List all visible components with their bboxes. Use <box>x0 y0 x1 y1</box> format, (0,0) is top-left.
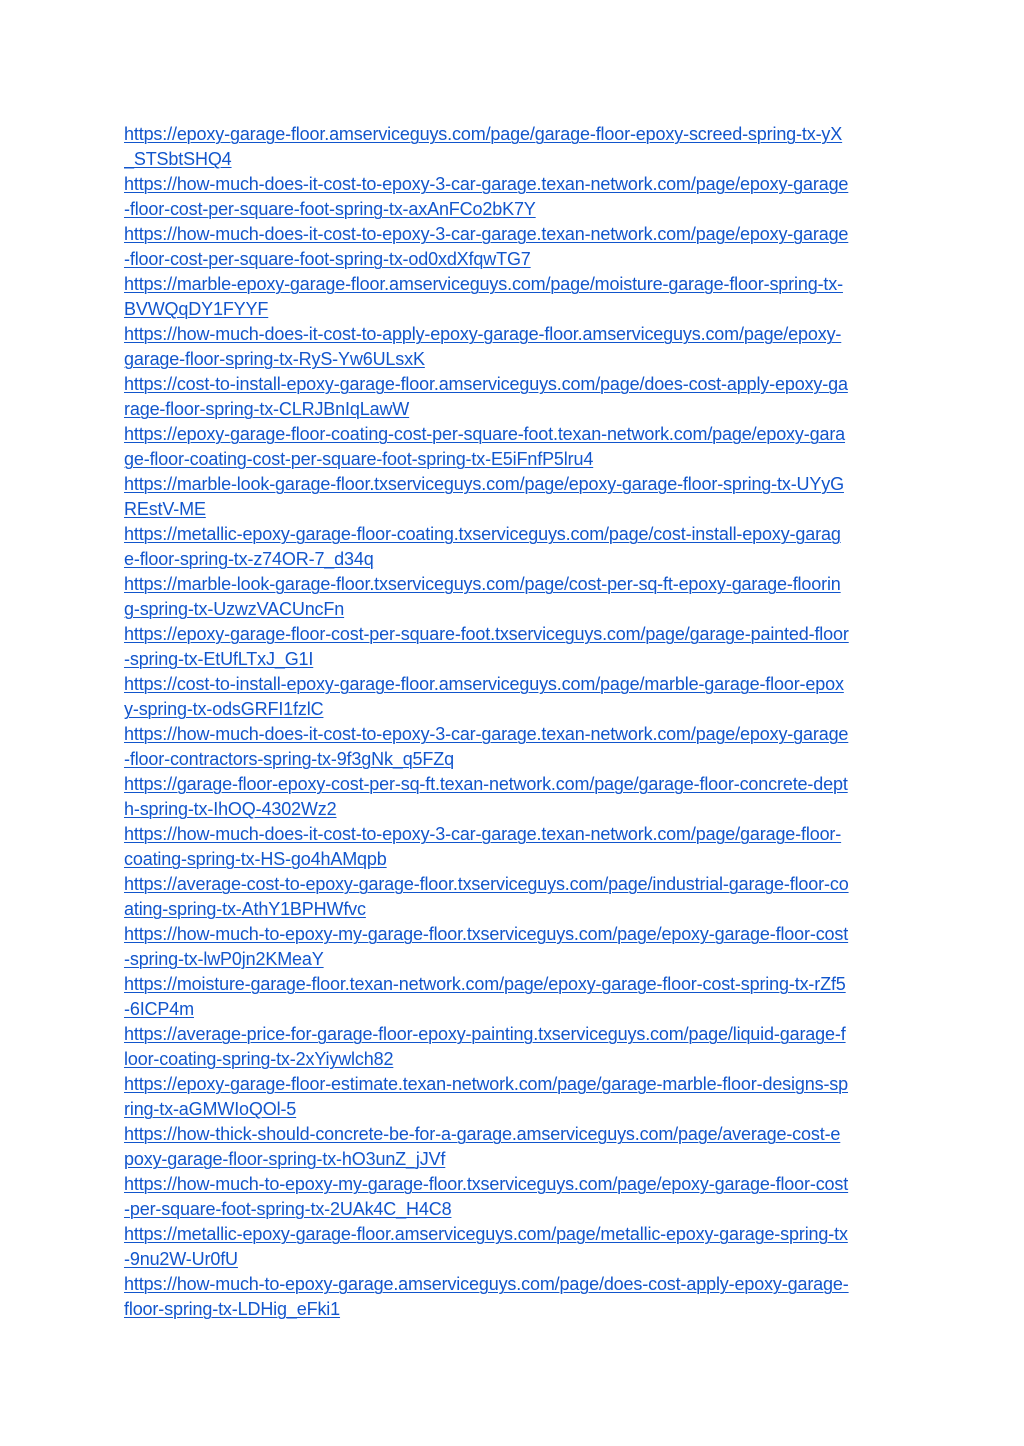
link-text-line-2[interactable]: y-spring-tx-odsGRFI1fzlC <box>124 699 324 719</box>
link-text-line-1[interactable]: https://epoxy-garage-floor-coating-cost-per-square-foot.texan-network.com/page/epoxy-gara <box>124 424 846 444</box>
link-text-line-2[interactable]: -floor-cost-per-square-foot-spring-tx-axAnFCo2bK7Y <box>124 199 536 219</box>
link-item[interactable] <box>124 372 900 422</box>
link-text-line-1[interactable]: https://how-much-does-it-cost-to-apply-epoxy-garage-floor.amserviceguys.com/page/epoxy- <box>124 324 842 344</box>
link-item[interactable] <box>124 1172 900 1222</box>
link-text-line-2[interactable]: h-spring-tx-IhOQ-4302Wz2 <box>124 799 337 819</box>
link-item[interactable] <box>124 772 900 822</box>
link-text-line-1[interactable]: https://marble-epoxy-garage-floor.amserviceguys.com/page/moisture-garage-floor-spring-tx- <box>124 274 843 294</box>
link-text-line-2[interactable]: g-spring-tx-UzwzVACUncFn <box>124 599 345 619</box>
link-item[interactable] <box>124 922 900 972</box>
link-text-line-1[interactable]: https://epoxy-garage-floor-estimate.texan-network.com/page/garage-marble-floor-designs-sp <box>124 1074 849 1094</box>
link-text-line-1[interactable]: https://how-much-to-epoxy-garage.amserviceguys.com/page/does-cost-apply-epoxy-garage- <box>124 1274 849 1294</box>
link-item[interactable] <box>124 172 900 222</box>
link-text-line-2[interactable]: -floor-cost-per-square-foot-spring-tx-od0xdXfqwTG7 <box>124 249 531 269</box>
link-text-line-1[interactable]: https://marble-look-garage-floor.txserviceguys.com/page/epoxy-garage-floor-spring-tx-UYyG <box>124 474 844 494</box>
link-text-line-2[interactable]: e-floor-spring-tx-z74OR-7_d34q <box>124 549 374 569</box>
link-text-line-1[interactable]: https://average-cost-to-epoxy-garage-floor.txserviceguys.com/page/industrial-garage-floor-co <box>124 874 849 894</box>
link-item[interactable] <box>124 422 900 472</box>
link-text-line-2[interactable]: BVWQqDY1FYYF <box>124 299 269 319</box>
link-text-line-2[interactable]: coating-spring-tx-HS-go4hAMqpb <box>124 849 387 869</box>
link-text-line-1[interactable]: https://how-much-does-it-cost-to-epoxy-3-car-garage.texan-network.com/page/epoxy-garage <box>124 724 849 744</box>
link-item[interactable] <box>124 472 900 522</box>
link-text-line-2[interactable]: poxy-garage-floor-spring-tx-hO3unZ_jJVf <box>124 1149 446 1169</box>
link-text-line-1[interactable]: https://how-much-does-it-cost-to-epoxy-3-car-garage.texan-network.com/page/garage-floor- <box>124 824 842 844</box>
link-item[interactable] <box>124 872 900 922</box>
link-text-line-1[interactable]: https://cost-to-install-epoxy-garage-floor.amserviceguys.com/page/does-cost-apply-epoxy-ga <box>124 374 848 394</box>
link-text-line-1[interactable]: https://epoxy-garage-floor.amserviceguys.com/page/garage-floor-epoxy-screed-spring-tx-yX <box>124 124 843 144</box>
link-text-line-1[interactable]: https://marble-look-garage-floor.txserviceguys.com/page/cost-per-sq-ft-epoxy-garage-floorin <box>124 574 841 594</box>
link-text-line-1[interactable]: https://metallic-epoxy-garage-floor.amserviceguys.com/page/metallic-epoxy-garage-spring-tx <box>124 1224 848 1244</box>
link-item[interactable] <box>124 1272 900 1322</box>
link-text-line-2[interactable]: -floor-contractors-spring-tx-9f3gNk_q5FZq <box>124 749 454 769</box>
link-text-line-1[interactable]: https://moisture-garage-floor.texan-network.com/page/epoxy-garage-floor-cost-spring-tx-rZf5 <box>124 974 846 994</box>
link-text-line-2[interactable]: -per-square-foot-spring-tx-2UAk4C_H4C8 <box>124 1199 452 1219</box>
link-text-line-2[interactable]: rage-floor-spring-tx-CLRJBnIqLawW <box>124 399 410 419</box>
link-text-line-2[interactable]: loor-coating-spring-tx-2xYiywlch82 <box>124 1049 394 1069</box>
link-item[interactable] <box>124 122 900 172</box>
link-text-line-2[interactable]: -spring-tx-EtUfLTxJ_G1I <box>124 649 314 669</box>
link-item[interactable] <box>124 272 900 322</box>
link-text-line-2[interactable]: -6ICP4m <box>124 999 194 1019</box>
link-text-line-2[interactable]: _STSbtSHQ4 <box>124 149 232 169</box>
link-item[interactable] <box>124 1022 900 1072</box>
link-item[interactable] <box>124 672 900 722</box>
link-item[interactable] <box>124 722 900 772</box>
link-item[interactable] <box>124 622 900 672</box>
link-text-line-2[interactable]: ating-spring-tx-AthY1BPHWfvc <box>124 899 366 919</box>
link-text-line-2[interactable]: floor-spring-tx-LDHig_eFki1 <box>124 1299 341 1319</box>
link-item[interactable] <box>124 1072 900 1122</box>
link-text-line-1[interactable]: https://how-much-to-epoxy-my-garage-floor.txserviceguys.com/page/epoxy-garage-floor-cost <box>124 1174 849 1194</box>
link-item[interactable] <box>124 1122 900 1172</box>
link-item[interactable] <box>124 972 900 1022</box>
link-item[interactable] <box>124 1222 900 1272</box>
link-text-line-1[interactable]: https://how-thick-should-concrete-be-for-a-garage.amserviceguys.com/page/average-cost-e <box>124 1124 841 1144</box>
link-text-line-1[interactable]: https://cost-to-install-epoxy-garage-floor.amserviceguys.com/page/marble-garage-floor-epox <box>124 674 844 694</box>
link-item[interactable] <box>124 222 900 272</box>
link-text-line-2[interactable]: -9nu2W-Ur0fU <box>124 1249 238 1269</box>
link-item[interactable] <box>124 822 900 872</box>
link-text-line-2[interactable]: garage-floor-spring-tx-RyS-Yw6ULsxK <box>124 349 425 369</box>
link-item[interactable] <box>124 322 900 372</box>
link-text-line-2[interactable]: -spring-tx-lwP0jn2KMeaY <box>124 949 324 969</box>
link-item[interactable] <box>124 522 900 572</box>
link-list <box>124 122 900 1322</box>
link-text-line-2[interactable]: REstV-ME <box>124 499 206 519</box>
link-item[interactable] <box>124 572 900 622</box>
link-text-line-1[interactable]: https://average-price-for-garage-floor-epoxy-painting.txserviceguys.com/page/liquid-garage-f <box>124 1024 846 1044</box>
link-text-line-1[interactable]: https://garage-floor-epoxy-cost-per-sq-ft.texan-network.com/page/garage-floor-concrete-dept <box>124 774 848 794</box>
link-text-line-1[interactable]: https://epoxy-garage-floor-cost-per-square-foot.txserviceguys.com/page/garage-painted-floor <box>124 624 849 644</box>
link-text-line-2[interactable]: ge-floor-coating-cost-per-square-foot-spring-tx-E5iFnfP5lru4 <box>124 449 594 469</box>
link-text-line-2[interactable]: ring-tx-aGMWIoQOl-5 <box>124 1099 297 1119</box>
link-text-line-1[interactable]: https://how-much-does-it-cost-to-epoxy-3-car-garage.texan-network.com/page/epoxy-garage <box>124 174 849 194</box>
link-text-line-1[interactable]: https://how-much-does-it-cost-to-epoxy-3-car-garage.texan-network.com/page/epoxy-garage <box>124 224 849 244</box>
link-text-line-1[interactable]: https://metallic-epoxy-garage-floor-coating.txserviceguys.com/page/cost-install-epoxy-garag <box>124 524 841 544</box>
link-text-line-1[interactable]: https://how-much-to-epoxy-my-garage-floor.txserviceguys.com/page/epoxy-garage-floor-cost <box>124 924 849 944</box>
